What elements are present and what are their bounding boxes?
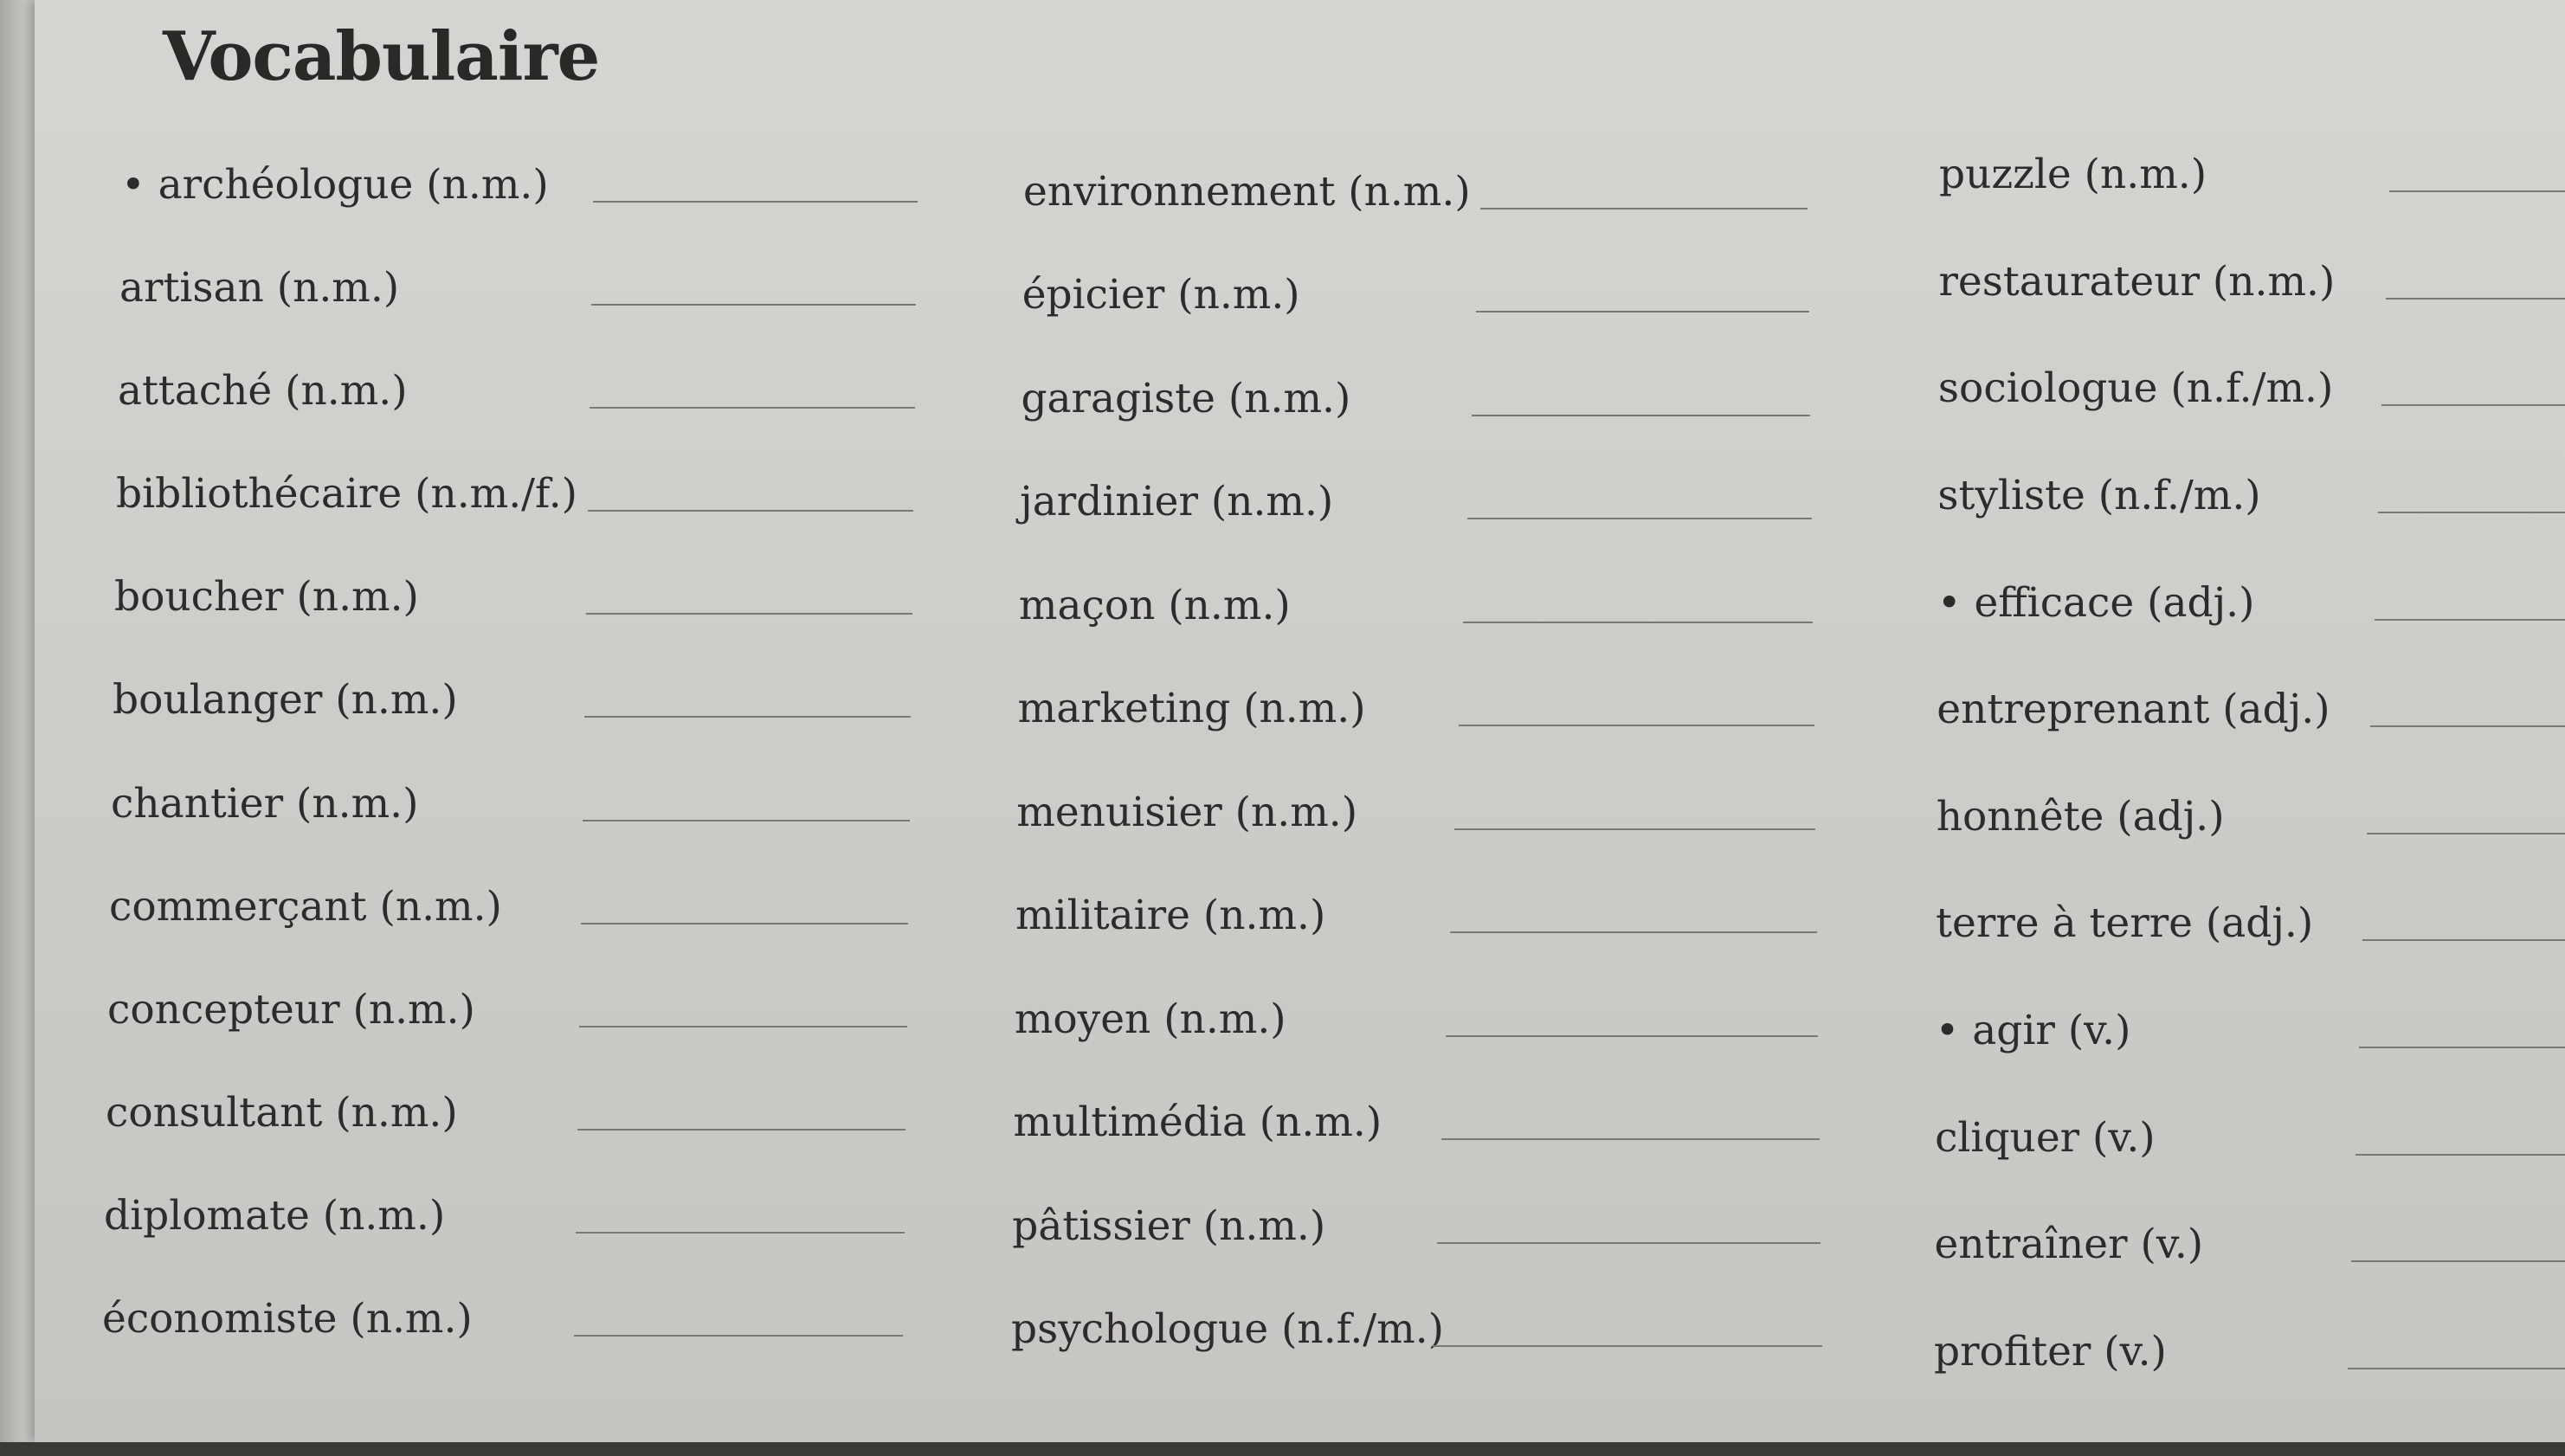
vocab-word: marketing (n.m.) [1017,685,1366,733]
vocab-word: honnête (adj.) [1936,792,2225,841]
answer-blank-line[interactable] [591,304,916,306]
vocab-word: militaire (n.m.) [1015,892,1326,940]
vocab-word: commerçant (n.m.) [109,882,502,931]
vocab-word: consultant (n.m.) [106,1088,458,1137]
vocab-word: garagiste (n.m.) [1021,374,1351,422]
answer-blank-line[interactable] [2389,190,2565,192]
vocab-word: psychologue (n.f./m.) [1011,1305,1444,1353]
vocab-word: artisan (n.m.) [119,264,400,312]
vocab-word: attaché (n.m.) [118,367,408,416]
vocab-word: puzzle (n.m.) [1939,151,2207,198]
answer-blank-line[interactable] [2359,1047,2565,1048]
answer-blank-line[interactable] [2386,298,2565,300]
vocab-word: épicier (n.m.) [1021,271,1300,319]
vocab-word: boulanger (n.m.) [113,676,458,725]
vocab-word: jardinier (n.m.) [1020,478,1334,526]
vocab-word: • efficace (adj.) [1937,578,2255,627]
vocab-word: styliste (n.f./m.) [1937,471,2261,519]
answer-blank-line[interactable] [2378,512,2565,513]
vocab-word: sociologue (n.f./m.) [1937,364,2334,413]
vocab-word: pâtissier (n.m.) [1012,1202,1326,1250]
vocab-word: menuisier (n.m.) [1016,788,1358,836]
answer-blank-line[interactable] [2375,619,2565,621]
answer-blank-line[interactable] [1476,311,1809,312]
vocab-word: économiste (n.m.) [102,1295,473,1343]
answer-blank-line[interactable] [593,201,918,203]
vocab-word: multimédia (n.m.) [1013,1098,1382,1147]
answer-blank-line[interactable] [574,1335,903,1337]
vocab-word: maçon (n.m.) [1018,581,1291,629]
vocab-word: boucher (n.m.) [114,573,419,622]
answer-blank-line[interactable] [588,510,913,512]
answer-blank-line[interactable] [1472,415,1810,416]
answer-blank-line[interactable] [1467,518,1812,519]
answer-blank-line[interactable] [2351,1260,2565,1262]
vocab-word: chantier (n.m.) [111,779,419,828]
answer-blank-line[interactable] [1433,1345,1822,1347]
answer-blank-line[interactable] [1437,1242,1821,1244]
answer-blank-line[interactable] [1441,1138,1820,1140]
answer-blank-line[interactable] [1450,931,1817,933]
page-title: Vocabulaire [163,17,600,96]
answer-blank-line[interactable] [584,716,911,718]
answer-blank-line[interactable] [586,613,912,615]
answer-blank-line[interactable] [2381,404,2565,406]
vocab-word: bibliothécaire (n.m./f.) [116,470,578,519]
answer-blank-line[interactable] [2356,1154,2565,1156]
vocab-word: cliquer (v.) [1935,1113,2156,1162]
answer-blank-line[interactable] [576,1232,905,1234]
answer-blank-line[interactable] [590,407,915,409]
answer-blank-line[interactable] [579,1026,907,1028]
vocab-word: restaurateur (n.m.) [1938,257,2336,306]
answer-blank-line[interactable] [1459,725,1814,726]
vocab-word: entreprenant (adj.) [1937,686,2330,734]
answer-blank-line[interactable] [2370,725,2565,727]
page-bottom-edge [0,1442,2565,1456]
answer-blank-line[interactable] [2367,833,2565,834]
answer-blank-line[interactable] [1446,1035,1818,1037]
vocab-word: profiter (v.) [1934,1328,2167,1375]
answer-blank-line[interactable] [1454,828,1815,830]
vocab-word: entraîner (v.) [1934,1221,2204,1269]
vocab-word: diplomate (n.m.) [104,1191,446,1240]
answer-blank-line[interactable] [581,923,908,924]
answer-blank-line[interactable] [577,1129,905,1131]
vocab-word: moyen (n.m.) [1014,995,1286,1043]
vocab-word: terre à terre (adj.) [1936,899,2314,948]
answer-blank-line[interactable] [2362,939,2565,941]
answer-blank-line[interactable] [1480,208,1808,209]
vocab-word: concepteur (n.m.) [107,985,475,1034]
vocab-word: • agir (v.) [1935,1007,2131,1055]
vocab-word: • archéologue (n.m.) [121,161,549,209]
answer-blank-line[interactable] [1463,622,1813,623]
vocab-word: environnement (n.m.) [1023,168,1471,216]
answer-blank-line[interactable] [583,820,910,821]
book-spine-edge [0,0,35,1456]
answer-blank-line[interactable] [2348,1368,2565,1369]
